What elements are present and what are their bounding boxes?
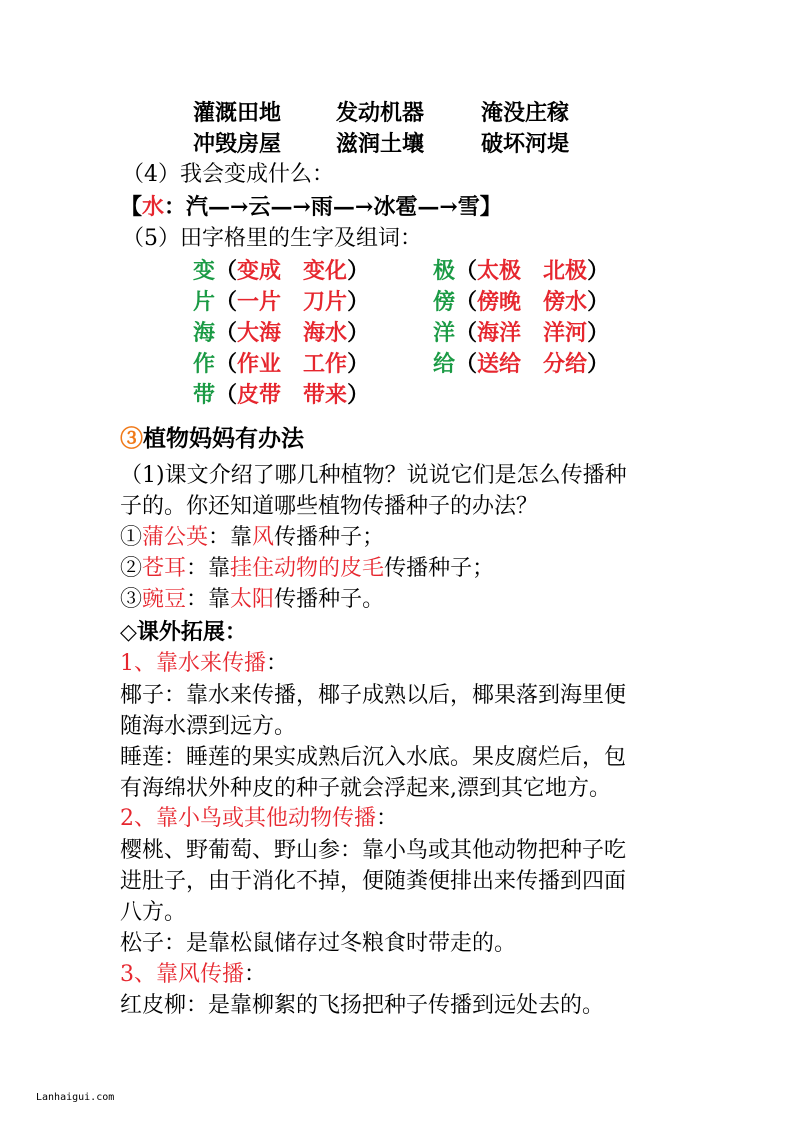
q5-label: （5）田字格里的生字及组词： — [122, 226, 422, 251]
bracket-open: 【 — [120, 194, 143, 220]
extension-title: ◇课外拓展： — [120, 619, 247, 645]
char: 极 — [433, 258, 456, 284]
char-group — [433, 316, 609, 347]
footer-site-link[interactable]: Lanhaigui.com — [36, 1092, 115, 1103]
section-head: 靠小鸟或其他动物传播 — [156, 806, 377, 831]
word: 皮带 — [237, 382, 282, 408]
paren-open: （ — [455, 289, 478, 315]
text-line: 樱桃、野葡萄、野山参：靠小鸟或其他动物把种子吃 — [120, 838, 627, 863]
section-heading — [120, 804, 398, 834]
paren-close: ） — [587, 289, 610, 315]
colon: ： — [376, 806, 399, 831]
char-group — [193, 254, 369, 285]
q4-keyword: 水 — [142, 194, 165, 220]
paren-open: （ — [215, 289, 238, 315]
word: 变成 — [237, 258, 282, 284]
section-number: 1、 — [120, 651, 156, 676]
word: 工作 — [303, 351, 348, 377]
char-group — [433, 254, 609, 285]
paren-close: ） — [347, 258, 370, 284]
text-line: 睡莲：睡莲的果实成熟后沉入水底。果皮腐烂后，包 — [120, 745, 627, 770]
paren-close: ） — [347, 382, 370, 408]
char-group — [193, 378, 369, 409]
colon: ： — [266, 651, 289, 676]
method: 太阳 — [230, 587, 275, 612]
char-group — [433, 285, 609, 316]
word: 变化 — [303, 258, 348, 284]
paren-open: （ — [215, 320, 238, 346]
char-group — [433, 347, 609, 378]
phrase: 滋润土壤 — [336, 131, 425, 157]
section-number: 3、 — [120, 962, 156, 987]
paren-close: ） — [347, 351, 370, 377]
text-line: 椰子：靠水来传播，椰子成熟以后，椰果落到海里便 — [120, 683, 627, 708]
word: 太极 — [477, 258, 522, 284]
char: 傍 — [433, 289, 456, 315]
item-number: ② — [120, 556, 143, 581]
text-line: 进肚子，由于消化不掉，便随粪便排出来传播到四面 — [120, 869, 627, 894]
word: 大海 — [237, 320, 282, 346]
word: 海水 — [303, 320, 348, 346]
question-line: （1)课文介绍了哪几种植物？说说它们是怎么传播种 — [120, 463, 627, 488]
lesson-title — [120, 420, 304, 453]
plant-answer — [120, 554, 494, 584]
phrase: 发动机器 — [336, 100, 425, 126]
ending: 传播种子； — [384, 556, 495, 581]
phrase: 灌溉田地 — [193, 100, 282, 126]
q4-label: （4）我会变成什么： — [122, 162, 334, 187]
char-group — [193, 316, 369, 347]
paren-close: ） — [587, 258, 610, 284]
text-line: 红皮柳：是靠柳絮的飞扬把种子传播到远处去的。 — [120, 993, 605, 1018]
phrase: 破坏河堤 — [481, 131, 570, 157]
paren-close: ） — [587, 320, 610, 346]
text-line: 松子：是靠松鼠储存过冬粮食时带走的。 — [120, 931, 517, 956]
word: 傍水 — [543, 289, 588, 315]
connector: ：靠 — [186, 556, 231, 581]
paren-close: ） — [347, 289, 370, 315]
phrase: 冲毁房屋 — [193, 131, 282, 157]
q4-sequence: ：汽—→云—→雨—→冰雹—→雪】 — [164, 194, 502, 220]
question-line: 子的。你还知道哪些植物传播种子的办法？ — [120, 494, 539, 519]
paren-open: （ — [215, 382, 238, 408]
item-number: ③ — [120, 587, 143, 612]
char: 洋 — [433, 320, 456, 346]
text-line: 随海水漂到远方。 — [120, 714, 297, 739]
text-line: 八方。 — [120, 900, 187, 925]
method: 挂住动物的皮毛 — [230, 556, 385, 581]
circled-three-marker: ③ — [120, 425, 143, 452]
plant-answer — [120, 523, 384, 553]
plant-name: 蒲公英 — [142, 525, 209, 550]
item-number: ① — [120, 525, 143, 550]
char: 海 — [193, 320, 216, 346]
paren-open: （ — [455, 320, 478, 346]
section-head: 靠水来传播 — [156, 651, 267, 676]
plant-answer — [120, 585, 384, 615]
section-heading — [120, 960, 266, 990]
word: 作业 — [237, 351, 282, 377]
section-number: 2、 — [120, 806, 156, 831]
paren-open: （ — [215, 258, 238, 284]
connector: ：靠 — [186, 587, 231, 612]
phrase: 淹没庄稼 — [481, 100, 570, 126]
paren-open: （ — [215, 351, 238, 377]
char: 变 — [193, 258, 216, 284]
ending: 传播种子； — [274, 525, 385, 550]
word: 带来 — [303, 382, 348, 408]
connector: ：靠 — [208, 525, 253, 550]
word: 一片 — [237, 289, 282, 315]
section-head: 靠风传播 — [156, 962, 245, 987]
lesson-title-text: 植物妈妈有办法 — [143, 425, 304, 452]
paren-open: （ — [455, 351, 478, 377]
word: 送给 — [477, 351, 522, 377]
char-group — [193, 285, 369, 316]
colon: ： — [244, 962, 267, 987]
plant-name: 豌豆 — [142, 587, 187, 612]
q4-answer — [120, 192, 502, 222]
char: 作 — [193, 351, 216, 377]
text-line: 有海绵状外种皮的种子就会浮起来,漂到其它地方。 — [120, 776, 611, 801]
plant-name: 苍耳 — [142, 556, 187, 581]
method: 风 — [252, 525, 275, 550]
word: 傍晚 — [477, 289, 522, 315]
paren-close: ） — [347, 320, 370, 346]
paren-open: （ — [455, 258, 478, 284]
word: 海洋 — [477, 320, 522, 346]
paren-close: ） — [587, 351, 610, 377]
char: 片 — [193, 289, 216, 315]
char-group — [193, 347, 369, 378]
word: 分给 — [543, 351, 588, 377]
word: 北极 — [543, 258, 588, 284]
char: 带 — [193, 382, 216, 408]
char: 给 — [433, 351, 456, 377]
section-heading — [120, 649, 288, 679]
word: 刀片 — [303, 289, 348, 315]
ending: 传播种子。 — [274, 587, 385, 612]
word: 洋河 — [543, 320, 588, 346]
